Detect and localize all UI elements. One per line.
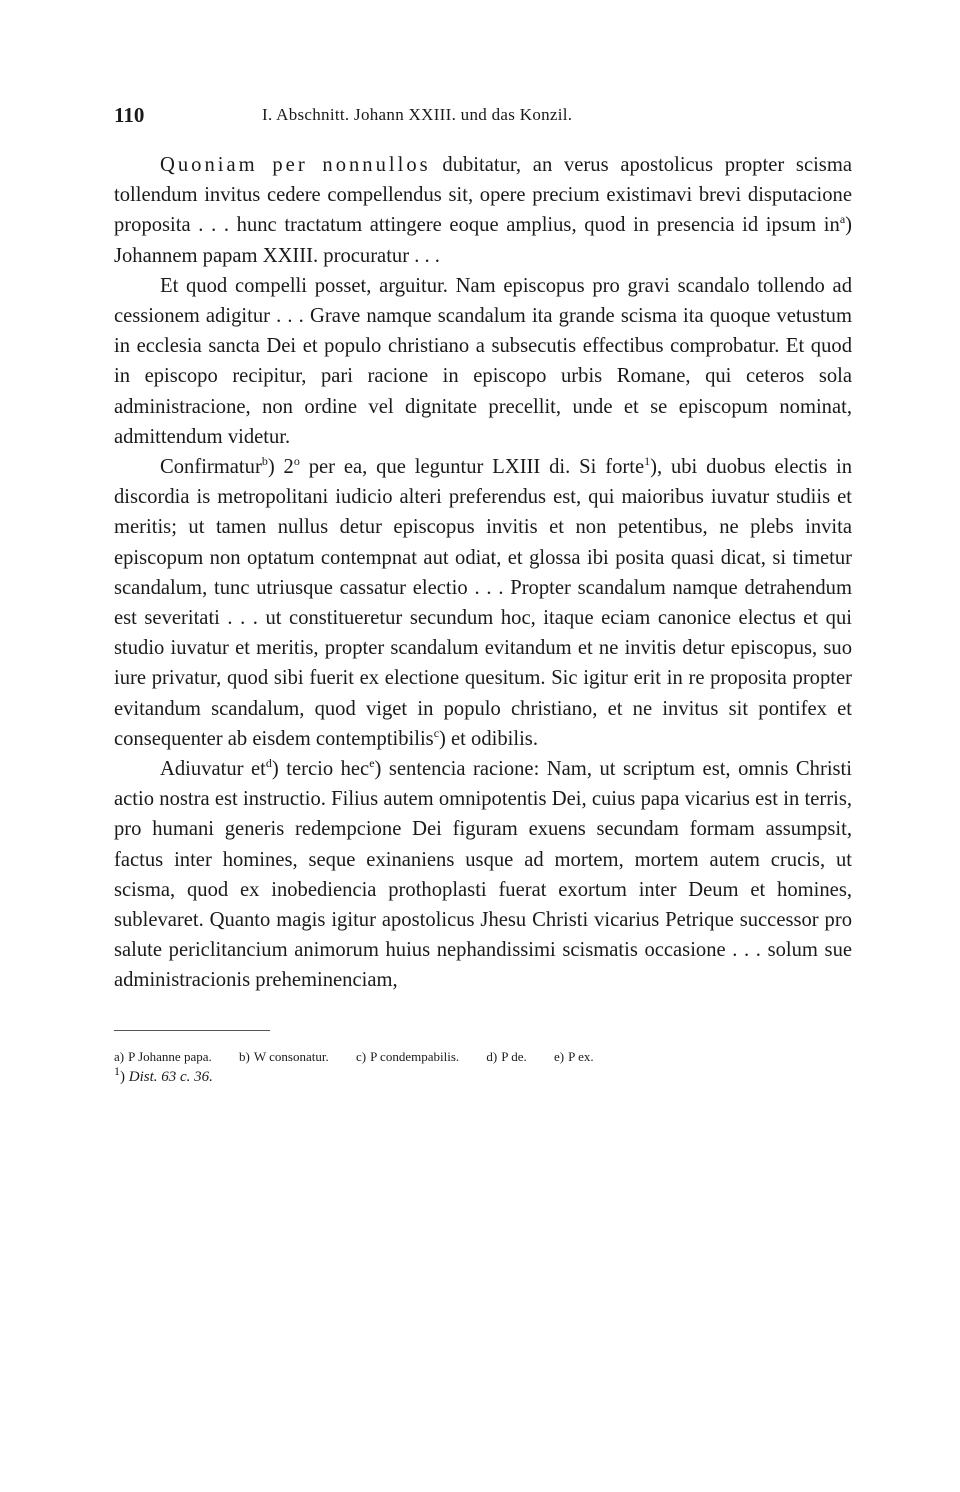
source-footnote-text: Dist. 63 c. 36. bbox=[128, 1068, 213, 1085]
ordinal-marker: o bbox=[293, 454, 300, 469]
paragraph-4-text-b: ) tercio hec bbox=[271, 758, 370, 781]
running-title: I. Abschnitt. Johann XXIII. und das Konzil. bbox=[262, 105, 573, 124]
footnote-ref-1[interactable]: 1 bbox=[644, 454, 651, 469]
variant-footnotes bbox=[114, 1047, 852, 1067]
footnote-label: e) bbox=[554, 1048, 565, 1064]
footnote-ref-c[interactable]: c bbox=[433, 726, 440, 740]
paragraph-2: Et quod compelli posset, arguitur. Nam episcopus pro gravi scandalo tollendo ad cessionem adigitur . . . Grave namque scandalum ita grande scisma ita quoque vetustum in ecclesia sancta Dei et populo christiano a subsecutis effectibus comprobatur. Et quod in episcopo recipitur, pari racione in episcopo urbis Romane, qui ceteros sola administracione, non ordine vel dignitate precellit, unde et se episcopum nominat, admittendum videtur. bbox=[114, 274, 852, 448]
footnote-label: d) bbox=[486, 1048, 498, 1064]
footnote-text: W consonatur. bbox=[253, 1048, 329, 1064]
paragraph-3-text-e: ) et odibilis. bbox=[439, 727, 538, 750]
source-footnote: $^1$) Dist. 63 c. 36. bbox=[114, 1063, 213, 1085]
page-number: 110 bbox=[114, 103, 145, 127]
paragraph-1 bbox=[114, 150, 852, 271]
paragraph-4-text-c: ) sentencia racione: Nam, ut scriptum est, omnis Christi actio nostra est instructio. Filius autem omnipotentis Dei, cuius papa vicarius est in terris, pro humani generis redempcione Dei figuram exuens secundam formam assumpsit, factus inter homines, seque exinaniens usque ad mortem, mortem autem crucis, ut scisma, quod ex inobediencia prothoplasti fuerat exortum inter Deum et homines, sublevaret. Quanto magis igitur apostolicus Jhesu Christi vicarius Petrique successor pro salute periclitancium animorum huius nephandissimi scismatis occasione . . . solum sue administracionis preheminenciam, bbox=[114, 758, 852, 992]
paragraph-3 bbox=[114, 452, 852, 754]
footnote-text: P ex. bbox=[568, 1048, 594, 1064]
footnote-ref-b[interactable]: b bbox=[261, 454, 268, 469]
paragraph-1-text-a: dubitatur, an verus apostolicus propter scisma tollendum invitus cedere compellendus sit, opere precium existimavi brevi disputacione proposita . . . hunc tractatum attingere eoque amplius, quod in presencia id ipsum in bbox=[114, 154, 852, 237]
footnote-ref-e[interactable]: e bbox=[369, 756, 375, 771]
footnote-c bbox=[356, 1049, 459, 1064]
main-text bbox=[114, 150, 852, 996]
footnote-ref-a[interactable]: a bbox=[839, 212, 846, 227]
footnote-text: P condempabilis. bbox=[370, 1048, 460, 1064]
footnote-divider bbox=[114, 1030, 270, 1031]
footnotes bbox=[114, 1047, 852, 1087]
footnote-text: P de. bbox=[501, 1048, 527, 1064]
paragraph-3-text-b: ) 2 bbox=[267, 456, 294, 479]
paragraph-3-text-a: Confirmatur bbox=[160, 456, 262, 479]
spaced-incipit: Quoniam per nonnullos bbox=[160, 154, 431, 176]
footnote-a bbox=[114, 1049, 212, 1064]
paragraph-4-text-a: Adiuvatur et bbox=[160, 758, 266, 781]
paragraph-4 bbox=[114, 754, 852, 996]
footnote-b bbox=[239, 1049, 329, 1064]
running-head bbox=[114, 98, 852, 132]
paragraph-1-text-b: ) Johannem papam XXIII. procuratur . . . bbox=[114, 214, 852, 267]
paragraph-3-text-d: ), ubi duobus electis in discordia is metropolitani iudicio alteri preferendus est, qui maioribus iuvatur studiis et meritis; ut tamen nullus detur episcopus invitis et non petentibus, ne plebs invita episcopum non optatum contempnat aut odiat, et glossa ibi posita quasi dicat, si timetur scandalum, tunc utriusque cassatur electio . . . Propter scandalum namque detrahendum est severitati . . . ut constitueretur secundum hoc, itaque eciam canonice electus et qui studio iuvatur et meritis, propter scandalum evitandum et ne invitis detur episcopus, suo iure privatur, quod sibi fuerit ex electione quesitum. Sic igitur erit in re proposita propter evitandum scandalum, quod viget in populo christiano, et ne invitus sit pontifex et consequenter ab eisdem contemptibilis bbox=[114, 456, 852, 750]
paragraph-3-text-c: per ea, que leguntur LXIII di. Si forte bbox=[299, 456, 645, 479]
footnote-label: a) bbox=[114, 1048, 125, 1064]
footnote-ref-d[interactable]: d bbox=[265, 756, 272, 771]
footnote-d bbox=[486, 1049, 526, 1064]
footnote-label: b) bbox=[239, 1048, 250, 1064]
footnote-e bbox=[554, 1049, 594, 1064]
footnote-text: P Johanne papa. bbox=[128, 1048, 212, 1064]
page bbox=[114, 98, 852, 1087]
footnote-label: c) bbox=[355, 1048, 367, 1064]
source-footnote-number: 1 bbox=[114, 1063, 120, 1078]
